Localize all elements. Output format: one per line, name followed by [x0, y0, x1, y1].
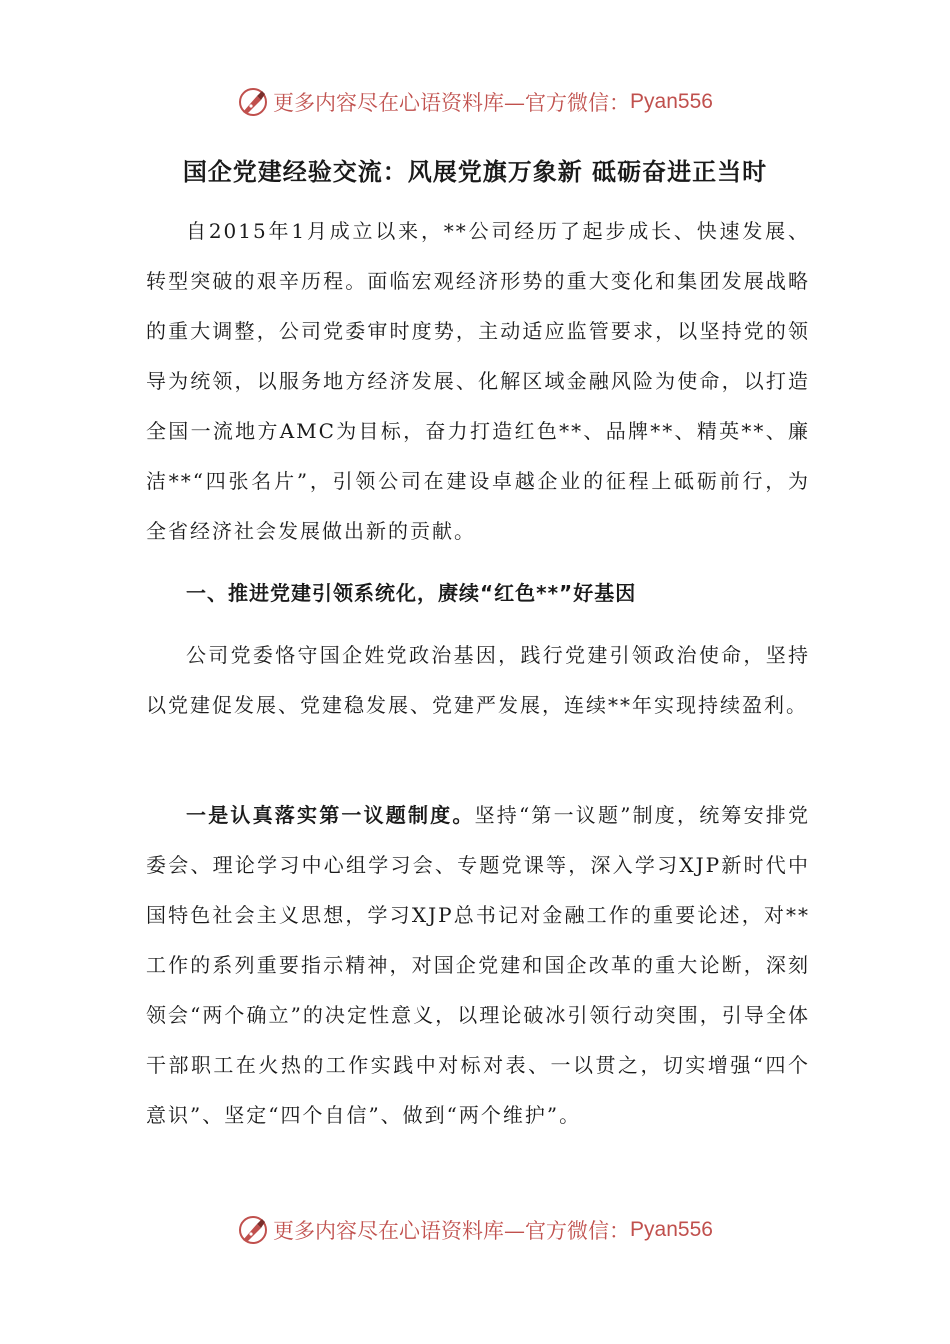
- section-heading: 一、推进党建引领系统化，赓续“红色**”好基因: [186, 581, 637, 605]
- point-paragraph: [146, 790, 810, 1140]
- point-body: 坚持“第一议题”制度，统筹安排党委会、理论学习中心组学习会、专题党课等，深入学习XJP新时代中国特色社会主义思想，学习XJP总书记对金融工作的重要论述，对**工作的系列重要指示精神，对国企党建和国企改革的重大论断，深刻领会“两个确立”的决定性意义，以理论破冰引领行动突围，引导全体干部职工在火热的工作实践中对标对表、一以贯之，切实增强“四个意识”、坚定“四个自信”、做到“两个维护”。: [146, 803, 810, 1127]
- banner-text: 更多内容尽在心语资料库—官方微信：: [273, 1219, 631, 1243]
- wechat-id: Pyan556: [630, 90, 713, 113]
- point-lead: 一是认真落实第一议题制度。: [186, 803, 475, 827]
- pen-nib-logo-icon: [237, 1214, 269, 1246]
- banner-text: 更多内容尽在心语资料库—官方微信：: [273, 91, 631, 115]
- section-paragraph: [146, 630, 810, 730]
- wechat-id: Pyan556: [630, 1218, 713, 1241]
- intro-text: 自2015年1月成立以来，**公司经历了起步成长、快速发展、转型突破的艰辛历程。面临宏观经济形势的重大变化和集团发展战略的重大调整，公司党委审时度势，主动适应监管要求，以坚持党的领导为统领，以服务地方经济发展、化解区域金融风险为使命，以打造全国一流地方AMC为目标，奋力打造红色**、品牌**、精英**、廉洁**“四张名片”，引领公司在建设卓越企业的征程上砥砺前行，为全省经济社会发展做出新的贡献。: [146, 219, 810, 543]
- header-banner: [0, 82, 950, 122]
- intro-paragraph: [146, 206, 810, 556]
- point-text: [146, 790, 810, 1140]
- document-title: 国企党建经验交流：风展党旗万象新 砥砺奋进正当时: [182, 158, 768, 186]
- footer-banner: [0, 1210, 950, 1250]
- section-text: 公司党委恪守国企姓党政治基因，践行党建引领政治使命，坚持以党建促发展、党建稳发展、党建严发展，连续**年实现持续盈利。: [146, 643, 810, 717]
- pen-nib-logo-icon: [237, 86, 269, 118]
